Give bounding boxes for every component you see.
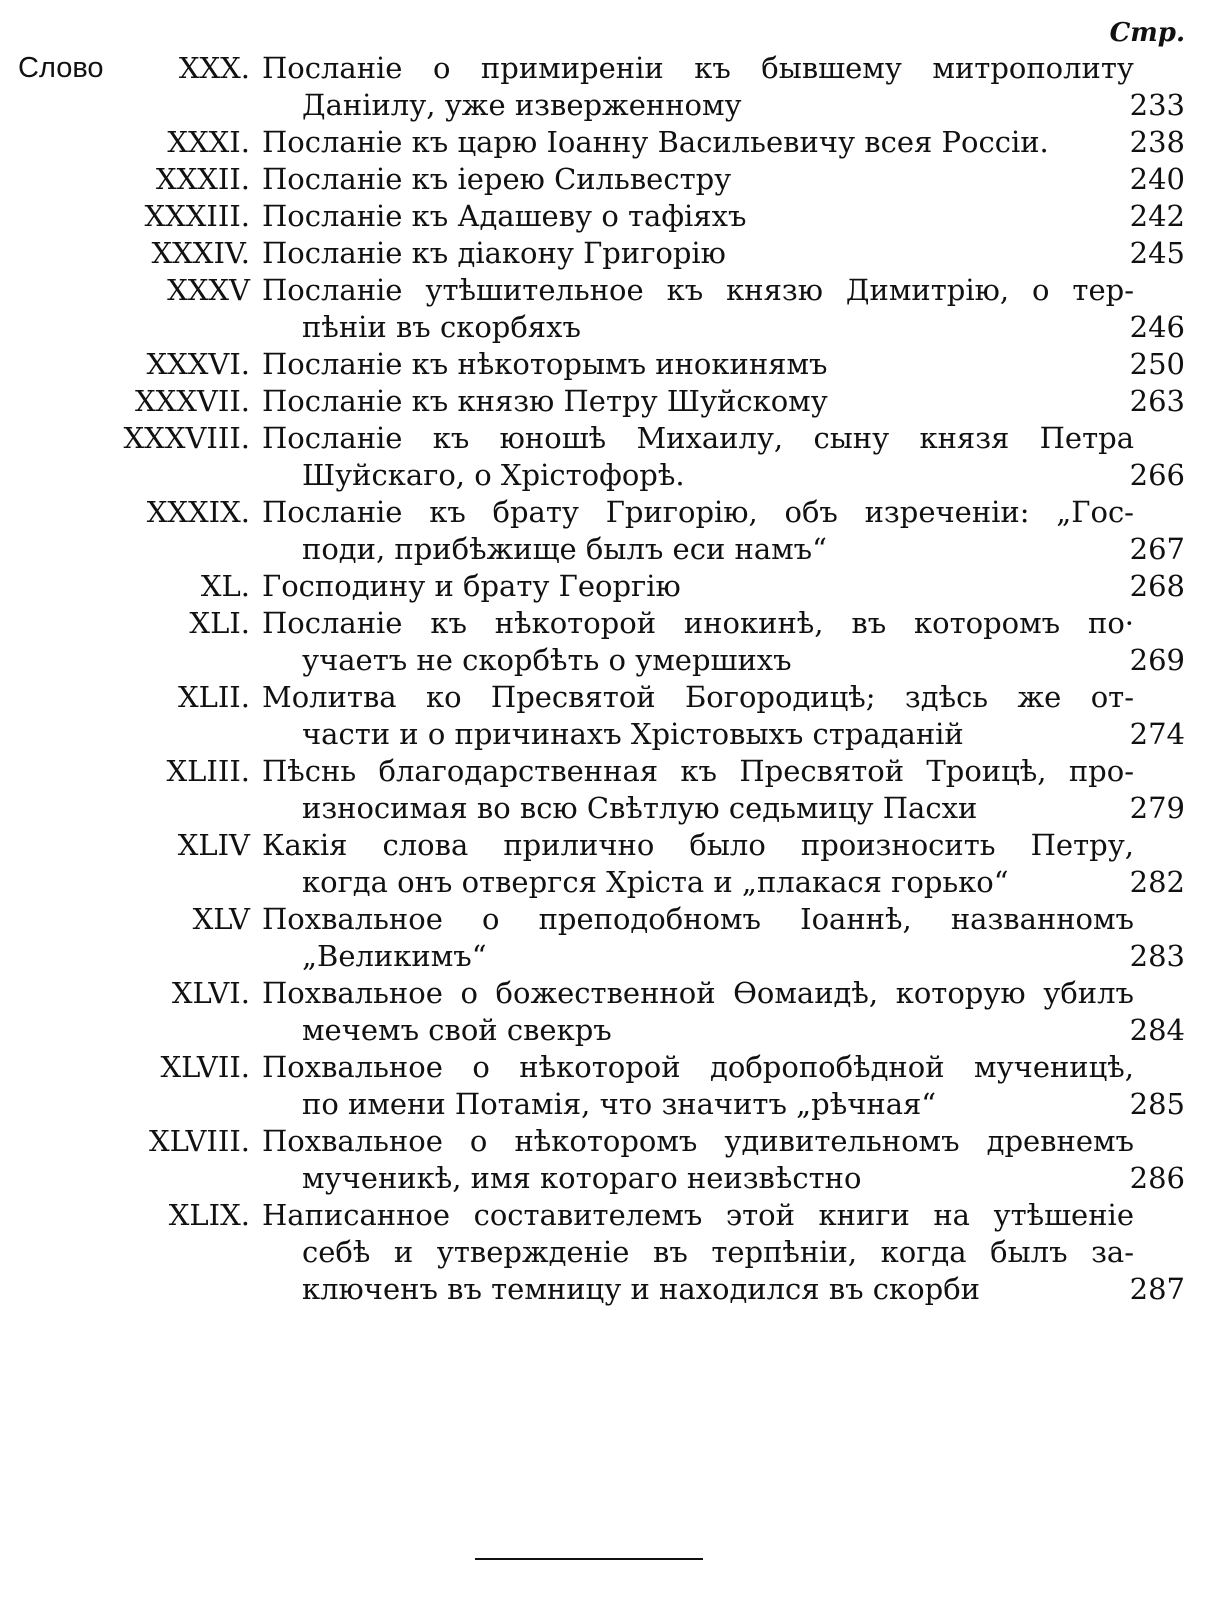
toc-entry-title-line: по имени Потамія, что значитъ „рѣчная“ — [302, 1087, 937, 1121]
toc-entry-title-line: „Великимъ“ — [302, 939, 487, 973]
toc-entry-title-line: Посланіе къ нѣкоторой инокинѣ, въ которомъ по· — [262, 606, 1134, 640]
toc-entry-title-line: Похвальное о божественной Ѳомаидѣ, которую убилъ — [262, 976, 1134, 1010]
toc-entry-title — [262, 198, 1134, 235]
toc-entry-title-line: Шуйскаго, о Хрістофорѣ. — [302, 458, 685, 492]
toc-entry-number: XXXII. — [155, 162, 250, 196]
toc-entry — [0, 50, 1225, 124]
toc-entry — [0, 568, 1225, 605]
toc-entry-title-line: Написанное составителемъ этой книги на утѣшеніе — [262, 1198, 1134, 1232]
toc-entry — [0, 383, 1225, 420]
toc-entry-number: XXXVIII. — [123, 421, 250, 455]
toc-entry-number: XLI. — [189, 606, 250, 640]
toc-entry-title-line: Посланіе къ діакону Григорію — [262, 236, 726, 270]
toc-entry-title-line: Молитва ко Пресвятой Богородицѣ; здѣсь же от- — [262, 680, 1134, 714]
toc-entry — [0, 827, 1225, 901]
toc-entry-title-line: Посланіе къ нѣкоторымъ инокинямъ — [262, 347, 828, 381]
toc-entry-number: XLVI. — [171, 976, 250, 1010]
toc-entry — [0, 1049, 1225, 1123]
toc-entry-title — [262, 827, 1134, 901]
toc-entry-page: 268 — [1129, 569, 1185, 603]
toc-entry-number: XLIV — [177, 828, 250, 862]
toc-entry — [0, 494, 1225, 568]
toc-entry — [0, 605, 1225, 679]
toc-entry-page: 285 — [1129, 1087, 1185, 1121]
toc-entry-page: 279 — [1129, 791, 1185, 825]
toc-entry-page: 242 — [1129, 199, 1185, 233]
toc-entry-page: 246 — [1129, 310, 1185, 344]
toc-entry-title-line: износимая во всю Свѣтлую седьмицу Пасхи — [302, 791, 978, 825]
toc-entry — [0, 753, 1225, 827]
toc-entry-title-line: Пѣснь благодарственная къ Пресвятой Троицѣ, про- — [262, 754, 1134, 788]
toc-entry-page: 266 — [1129, 458, 1185, 492]
toc-entry — [0, 198, 1225, 235]
toc-entry-page: 283 — [1129, 939, 1185, 973]
toc-entry-title — [262, 494, 1134, 568]
toc-entry-title — [262, 161, 1134, 198]
page-column-label: Стр. — [1109, 18, 1185, 48]
toc-entry-number: XXXIII. — [144, 199, 250, 233]
toc-entry-number: XLVIII. — [149, 1124, 250, 1158]
toc-entry-number: XL. — [200, 569, 250, 603]
toc-entry-title — [262, 1049, 1134, 1123]
toc-entry-page: 282 — [1129, 865, 1185, 899]
toc-entry-page: 284 — [1129, 1013, 1185, 1047]
toc-entry-title-line: Посланіе о примиреніи къ бывшему митрополиту — [262, 51, 1134, 85]
toc-entry-title — [262, 420, 1134, 494]
toc-entry — [0, 975, 1225, 1049]
toc-entry-page: 245 — [1129, 236, 1185, 270]
toc-entry-page: 240 — [1129, 162, 1185, 196]
toc-word-label: Слово — [18, 52, 104, 84]
toc-entry-number: XXXIV. — [151, 236, 250, 270]
toc-entry-title-line: себѣ и утвержденіе въ терпѣніи, когда былъ за- — [302, 1235, 1134, 1269]
toc-entry-title-line: Похвальное о нѣкоторой добропобѣдной мученицѣ, — [262, 1050, 1134, 1084]
toc-entry — [0, 161, 1225, 198]
footer-rule — [475, 1558, 703, 1560]
toc-entry-title — [262, 272, 1134, 346]
toc-entry-title — [262, 1123, 1134, 1197]
table-of-contents — [0, 50, 1225, 1308]
toc-entry-title — [262, 235, 1134, 272]
toc-entry-page: 287 — [1129, 1272, 1185, 1306]
toc-entry-number: XXXVI. — [146, 347, 250, 381]
toc-entry-title-line: поди, прибѣжище былъ еси намъ“ — [302, 532, 827, 566]
toc-entry — [0, 901, 1225, 975]
toc-entry-page: 233 — [1129, 88, 1185, 122]
toc-entry-number: XLV — [192, 902, 250, 936]
toc-entry-title — [262, 975, 1134, 1049]
toc-entry — [0, 1123, 1225, 1197]
toc-entry-title — [262, 753, 1134, 827]
toc-entry-title-line: Посланіе къ юношѣ Михаилу, сыну князя Петра — [262, 421, 1134, 455]
toc-entry-number: XLIX. — [168, 1198, 250, 1232]
toc-entry-title-line: Господину и брату Георгію — [262, 569, 681, 603]
toc-entry-title-line: мученикѣ, имя котораго неизвѣстно — [302, 1161, 862, 1195]
toc-entry-title-line: мечемъ свой свекръ — [302, 1013, 612, 1047]
toc-entry-title — [262, 679, 1134, 753]
toc-entry-title-line: когда онъ отвергся Хріста и „плакася горько“ — [302, 865, 1009, 899]
toc-entry-number: XXXIX. — [146, 495, 250, 529]
toc-entry-title-line: Посланіе къ брату Григорію, объ изреченіи: „Гос- — [262, 495, 1134, 529]
toc-entry-title-line: Похвальное о нѣкоторомъ удивительномъ древнемъ — [262, 1124, 1134, 1158]
toc-entry-title-line: Посланіе къ царю Іоанну Васильевичу всея Россіи. — [262, 125, 1049, 159]
toc-entry-title-line: Похвальное о преподобномъ Іоаннѣ, названномъ — [262, 902, 1134, 936]
toc-entry-title-line: Посланіе къ князю Петру Шуйскому — [262, 384, 828, 418]
toc-entry — [0, 679, 1225, 753]
toc-entry — [0, 346, 1225, 383]
toc-entry-title-line: Даніилу, уже изверженному — [302, 88, 742, 122]
toc-entry-page: 267 — [1129, 532, 1185, 566]
toc-entry-title — [262, 124, 1134, 161]
toc-entry-title — [262, 346, 1134, 383]
toc-entry-page: 250 — [1129, 347, 1185, 381]
toc-entry-title-line: части и о причинахъ Хрістовыхъ страданій — [302, 717, 964, 751]
toc-entry — [0, 1197, 1225, 1308]
toc-entry-title — [262, 1197, 1134, 1308]
toc-entry-page: 269 — [1129, 643, 1185, 677]
toc-entry-title-line: Посланіе къ Адашеву о тафіяхъ — [262, 199, 747, 233]
toc-entry-page: 274 — [1129, 717, 1185, 751]
toc-entry-page: 263 — [1129, 384, 1185, 418]
toc-entry-title — [262, 568, 1134, 605]
toc-entry-page: 238 — [1129, 125, 1185, 159]
toc-entry-page: 286 — [1129, 1161, 1185, 1195]
toc-entry-title-line: учаетъ не скорбѣть о умершихъ — [302, 643, 792, 677]
toc-entry — [0, 420, 1225, 494]
toc-entry-title-line: пѣніи въ скорбяхъ — [302, 310, 581, 344]
toc-entry-title — [262, 383, 1134, 420]
toc-entry-number: XXX. — [178, 51, 250, 85]
toc-entry — [0, 235, 1225, 272]
toc-entry — [0, 272, 1225, 346]
toc-entry-number: XXXVII. — [134, 384, 250, 418]
toc-entry-title-line: Посланіе утѣшительное къ князю Димитрію, о тер- — [262, 273, 1134, 307]
toc-entry-title-line: ключенъ въ темницу и находился въ скорби — [302, 1272, 980, 1306]
toc-entry-number: XXXV — [167, 273, 250, 307]
toc-entry-title-line: Посланіе къ іерею Сильвестру — [262, 162, 732, 196]
toc-entry-number: XXXI. — [167, 125, 250, 159]
toc-entry-number: XLVII. — [160, 1050, 250, 1084]
toc-entry-title — [262, 605, 1134, 679]
toc-entry-number: XLII. — [177, 680, 250, 714]
toc-entry — [0, 124, 1225, 161]
toc-entry-title — [262, 901, 1134, 975]
toc-entry-title-line: Какія слова прилично было произносить Петру, — [262, 828, 1134, 862]
toc-entry-title — [262, 50, 1134, 124]
toc-entry-number: XLIII. — [166, 754, 250, 788]
